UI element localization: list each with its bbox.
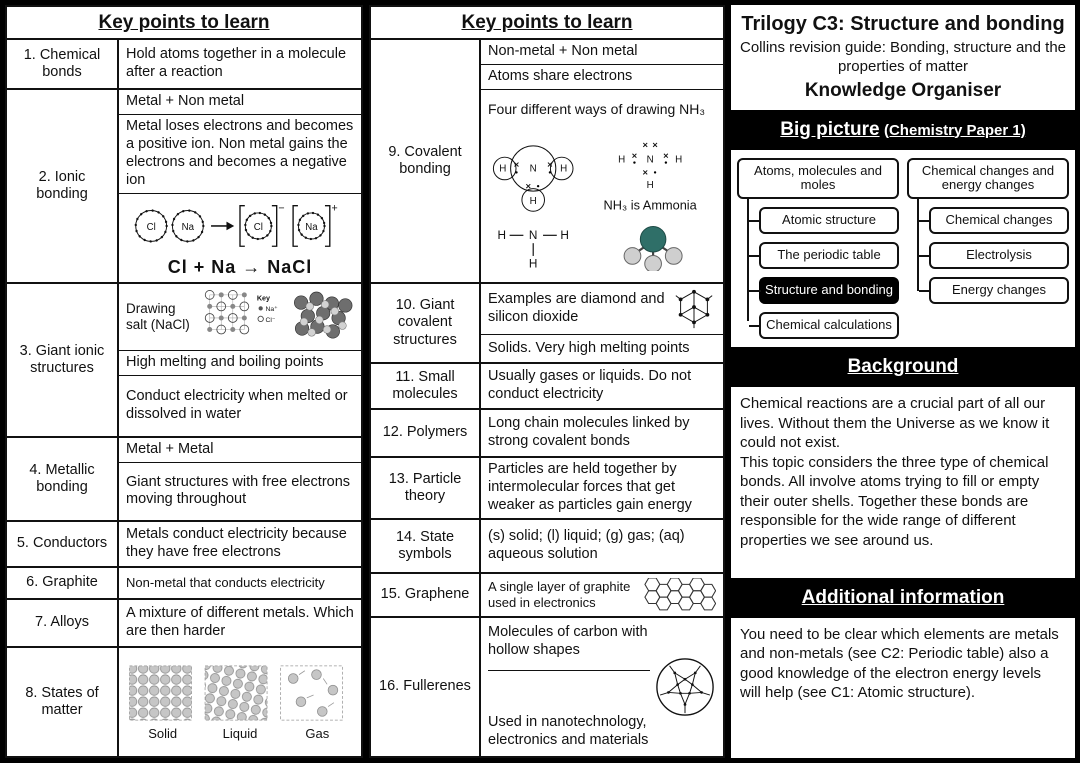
state-label-gas: Gas <box>305 726 330 742</box>
point-text: Conduct electricity when melted or dissolved in water <box>126 388 348 422</box>
additional-info-panel <box>731 618 1075 758</box>
chart-node-chemical-calculations: Chemical calculations <box>759 312 899 339</box>
row-giant-covalent <box>371 284 723 364</box>
structural-h-label: H <box>497 228 507 242</box>
structural-n-label: N <box>528 228 538 242</box>
row-label: 14. State symbols <box>371 520 481 572</box>
additional-info-heading <box>731 585 1075 611</box>
point-text: A mixture of different metals. Which are then harder <box>126 605 354 639</box>
row-label: 1. Chemical bonds <box>7 40 119 88</box>
middle-panel-title: Key points to learn <box>371 7 723 40</box>
circle-h-label: H <box>529 195 537 207</box>
row-small-molecules <box>371 364 723 410</box>
point-text: Usually gases or liquids. Do not conduct electricity <box>488 368 692 402</box>
states-diagram-cell <box>119 648 361 756</box>
salt-drawing-cell <box>119 284 361 351</box>
point-text: High melting and boiling points <box>119 351 361 376</box>
row-label: 15. Graphene <box>371 574 481 616</box>
point-text: Non-metal + Non metal <box>481 40 723 65</box>
point-text: Non-metal that conducts electricity <box>126 574 325 590</box>
structural-h-label: H <box>560 228 569 242</box>
point-text: Molecules of carbon with hollow shapes <box>488 624 650 671</box>
salt-drawing-label: Drawing salt (NaCl) <box>126 300 190 332</box>
row-polymers <box>371 410 723 458</box>
atom-label-na: Na <box>181 222 195 234</box>
states-of-matter-diagram <box>124 663 352 725</box>
dotcross-n-label: N <box>646 154 654 166</box>
row-giant-ionic <box>7 284 361 438</box>
point-text: Hold atoms together in a molecule after a reaction <box>126 46 347 80</box>
additional-info-heading-text: Additional information <box>801 586 1005 608</box>
big-picture-heading-suffix: (Chemistry Paper 1) <box>883 121 1026 139</box>
background-panel <box>731 387 1075 578</box>
row-label: 9. Covalent bonding <box>371 40 481 282</box>
ion-label-cl: Cl <box>253 222 263 234</box>
salt-key-cl: Cl⁻ <box>265 316 276 324</box>
background-paragraph: This topic considers the three type of chemical bonds. All involve atoms trying to fill or empty their outer shells. Together these bonds are responsible for the wide range of different properties we see around us. <box>740 453 1049 549</box>
middle-key-points-panel <box>369 5 725 758</box>
point-text: Long chain molecules linked by strong covalent bonds <box>488 415 690 449</box>
point-text: Metal loses electrons and becomes a positive ion. Non metal gains the electrons and becomes a negative ion <box>119 115 361 194</box>
graphene-cell <box>481 574 723 616</box>
row-label: 11. Small molecules <box>371 364 481 408</box>
circle-n-label: N <box>529 163 537 175</box>
chart-node-chemical-changes: Chemical changes <box>929 207 1069 234</box>
salt-sphere-cluster <box>294 292 352 338</box>
row-label: 13. Particle theory <box>371 458 481 518</box>
row-label: 10. Giant covalent structures <box>371 284 481 362</box>
row-covalent-bonding <box>371 40 723 284</box>
chart-node-periodic-table: The periodic table <box>759 242 899 269</box>
dotcross-h-label: H <box>646 179 654 191</box>
row-label: 4. Metallic bonding <box>7 438 119 520</box>
diamond-structure-icon <box>672 287 716 331</box>
ammonia-name-label: NH₃ is Ammonia <box>603 197 697 213</box>
chart-tree-left <box>737 158 899 340</box>
chart-node-chemical-energy-changes: Chemical changes and energy changes <box>907 158 1069 200</box>
ion-label-na: Na <box>305 222 318 234</box>
row-label: 7. Alloys <box>7 600 119 646</box>
row-label: 16. Fullerenes <box>371 618 481 756</box>
ammonia-four-ways-diagram <box>488 121 716 271</box>
middle-table <box>371 40 723 756</box>
point-text: Solids. Very high melting points <box>488 339 690 356</box>
states-labels <box>124 726 356 742</box>
point-text: Atoms share electrons <box>481 65 723 90</box>
point-text: Giant structures with free electrons moving throughout <box>126 473 351 508</box>
ammonia-diagram-cell <box>481 90 723 282</box>
fullerenes-cell <box>481 618 723 756</box>
big-picture-heading <box>731 117 1075 143</box>
row-alloys <box>7 600 361 648</box>
chart-node-structure-and-bonding: Structure and bonding <box>759 277 899 304</box>
row-label: 5. Conductors <box>7 522 119 566</box>
state-label-liquid: Liquid <box>222 726 258 742</box>
page-title: Trilogy C3: Structure and bonding <box>741 13 1065 35</box>
background-heading-text: Background <box>847 356 959 378</box>
circle-h-label: H <box>560 163 568 175</box>
dotcross-h-label: H <box>675 154 683 166</box>
buckyball-icon <box>654 656 716 718</box>
big-picture-chart <box>731 150 1075 348</box>
row-chemical-bonds <box>7 40 361 90</box>
dotcross-h-label: H <box>618 154 626 166</box>
row-label: 2. Ionic bonding <box>7 90 119 282</box>
state-label-solid: Solid <box>148 726 178 742</box>
row-graphite <box>7 568 361 600</box>
ionic-diagram-cell <box>119 194 361 282</box>
row-label: 12. Polymers <box>371 410 481 456</box>
point-text: Particles are held together by intermolecular forces that get weaker as particles gain energy <box>488 461 692 513</box>
additional-info-paragraph: You need to be clear which elements are metals and non-metals (see C2: Periodic table) also a good knowledge of the electron energy levels will help (see C1: Atomic structure). <box>740 625 1059 702</box>
row-particle-theory <box>371 458 723 520</box>
knowledge-organiser-label: Knowledge Organiser <box>804 79 1002 101</box>
left-table <box>7 40 361 756</box>
row-ionic-bonding <box>7 90 361 284</box>
giant-covalent-examples-cell <box>481 284 723 335</box>
salt-key-title: Key <box>256 293 271 303</box>
point-text: (s) solid; (l) liquid; (g) gas; (aq) aqueous solution <box>488 527 685 562</box>
chart-tree-right <box>907 158 1069 340</box>
chart-node-atomic-structure: Atomic structure <box>759 207 899 234</box>
point-text: A single layer of graphite used in electronics <box>488 578 631 610</box>
background-heading <box>731 354 1075 380</box>
ionic-bonding-diagram <box>128 197 352 253</box>
big-picture-heading-text: Big picture <box>780 118 880 140</box>
graphene-mesh-icon <box>644 578 716 612</box>
chart-node-energy-changes: Energy changes <box>929 277 1069 304</box>
structural-h-label: H <box>528 257 538 271</box>
background-paragraph: Chemical reactions are a crucial part of all our lives. Without them the Universe as we know it could not exist. <box>740 395 1050 452</box>
page-subtitle: Collins revision guide: Bonding, structure and the properties of matter <box>739 39 1067 75</box>
charge-plus: + <box>331 202 338 215</box>
point-text: Used in nanotechnology, electronics and materials <box>488 714 649 749</box>
chart-node-atoms-molecules-moles: Atoms, molecules and moles <box>737 158 899 200</box>
salt-key-na: Na⁺ <box>265 306 278 314</box>
right-info-column <box>731 5 1075 758</box>
ionic-equation: Cl + Na → NaCl <box>167 257 313 278</box>
row-label: 8. States of matter <box>7 648 119 756</box>
point-text: Examples are diamond and silicon dioxide <box>488 291 665 325</box>
left-panel-title: Key points to learn <box>7 7 361 40</box>
row-graphene <box>371 574 723 618</box>
row-label: 6. Graphite <box>7 568 119 598</box>
point-text: Metal + Metal <box>119 438 361 463</box>
row-state-symbols <box>371 520 723 574</box>
row-label: 3. Giant ionic structures <box>7 284 119 436</box>
left-key-points-panel <box>5 5 363 758</box>
nacl-lattice-diagram <box>202 287 354 347</box>
row-metallic-bonding <box>7 438 361 522</box>
title-panel <box>731 5 1075 110</box>
point-text: Metals conduct electricity because they have free electrons <box>126 526 347 560</box>
chart-node-electrolysis: Electrolysis <box>929 242 1069 269</box>
atom-label-cl: Cl <box>146 222 156 234</box>
row-conductors <box>7 522 361 568</box>
row-states-of-matter <box>7 648 361 756</box>
circle-h-label: H <box>499 163 507 175</box>
charge-minus: − <box>278 202 285 215</box>
row-fullerenes <box>371 618 723 756</box>
ammonia-caption: Four different ways of drawing NH₃ <box>488 101 706 118</box>
point-text: Metal + Non metal <box>119 90 361 115</box>
